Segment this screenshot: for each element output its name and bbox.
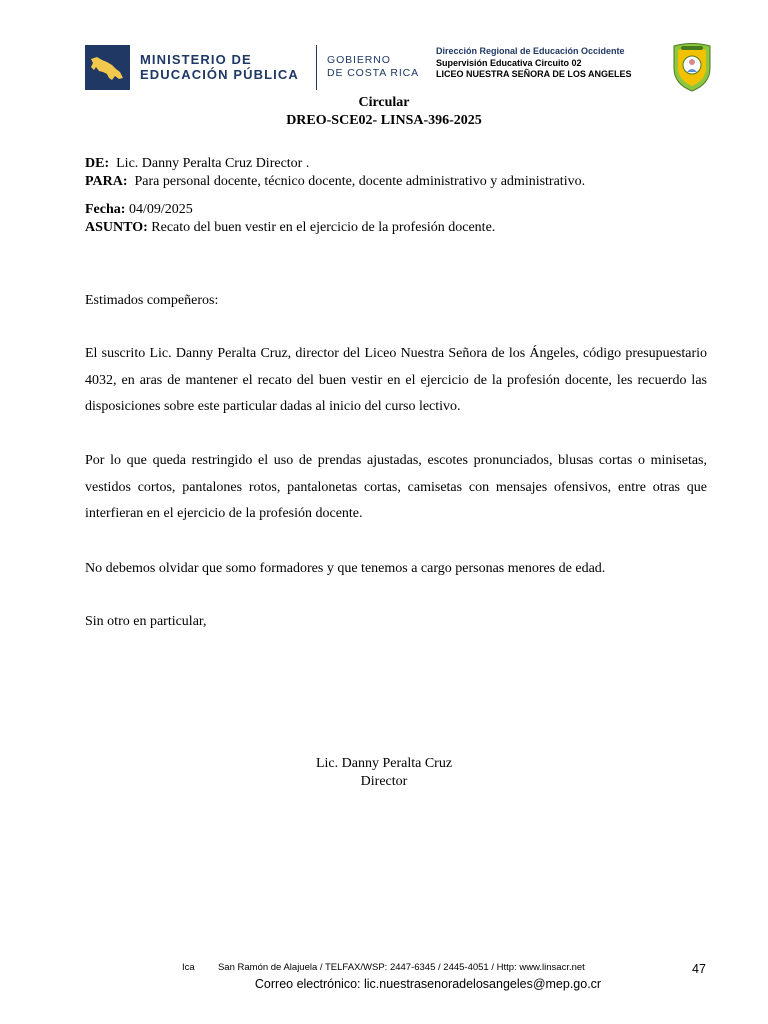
ministry-line-1: MINISTERIO DE <box>140 52 252 67</box>
ministry-name <box>140 52 299 82</box>
from-line <box>85 156 309 172</box>
subject-label: ASUNTO: <box>85 220 148 235</box>
region-line-1: Dirección Regional de Educación Occidente <box>436 46 625 56</box>
greeting: Estimados compeñeros: <box>85 293 219 308</box>
paragraph-3: No debemos olvidar que somo formadores y que tenemos a cargo personas menores de edad. <box>85 561 606 576</box>
paragraph-1: El suscrito Lic. Danny Peralta Cruz, director del Liceo Nuestra Señora de los Ángeles, código presupuestario 4032, en aras de mantener el recato del buen vestir en el ejercicio de la profesión docente, les recuerdo las disposiciones sobre este particular dadas al inicio del curso lectivo. <box>85 346 707 414</box>
signature-role: Director <box>360 774 408 789</box>
footer-email: Correo electrónico: lic.nuestrasenoradelosangeles@mep.go.cr <box>254 977 602 991</box>
to-label: PARA: <box>85 174 128 189</box>
signature-name: Lic. Danny Peralta Cruz <box>315 756 453 771</box>
to-value: Para personal docente, técnico docente, docente administrativo y administrativo. <box>134 174 586 189</box>
costa-rica-map-icon <box>85 45 130 90</box>
gov-line-1: GOBIERNO <box>327 54 391 66</box>
date-value: 04/09/2025 <box>128 202 193 217</box>
header-divider <box>316 45 317 90</box>
date-line <box>85 202 193 218</box>
region-line-3: LICEO NUESTRA SEÑORA DE LOS ANGELES <box>436 69 632 79</box>
mep-logo <box>85 45 130 90</box>
date-label: Fecha: <box>85 202 126 217</box>
shield-icon <box>672 42 712 92</box>
footer-initials: Ica <box>182 962 195 973</box>
regional-direction <box>436 46 632 81</box>
subject-value: Recato del buen vestir en el ejercicio de la profesión docente. <box>151 220 496 235</box>
document-type: Circular <box>358 95 410 110</box>
page-number: 47 <box>692 962 706 976</box>
footer-contact <box>182 962 585 973</box>
from-label: DE: <box>85 156 110 171</box>
region-line-2: Supervisión Educativa Circuito 02 <box>436 57 582 68</box>
ministry-line-2: EDUCACIÓN PÚBLICA <box>140 67 299 82</box>
to-line <box>85 174 585 190</box>
from-value: Lic. Danny Peralta Cruz Director . <box>116 156 310 171</box>
subject-line <box>85 220 495 236</box>
footer-address: San Ramón de Alajuela / TELFAX/WSP: 2447-6345 / 2445-4051 / Http: www.linsacr.net <box>217 962 585 973</box>
school-crest <box>672 42 712 92</box>
gov-line-2: DE COSTA RICA <box>327 67 420 79</box>
paragraph-2: Por lo que queda restringido el uso de prendas ajustadas, escotes pronunciados, blusas cortas o minisetas, vestidos cortos, pantalones rotos, pantalonetas cortas, camisetas con mensajes ofensivos, entre otras que interfieran en el ejercicio de la profesión docente. <box>85 453 707 521</box>
government-name <box>327 54 419 80</box>
document-code: DREO-SCE02- LINSA-396-2025 <box>286 113 482 128</box>
closing: Sin otro en particular, <box>85 614 207 629</box>
